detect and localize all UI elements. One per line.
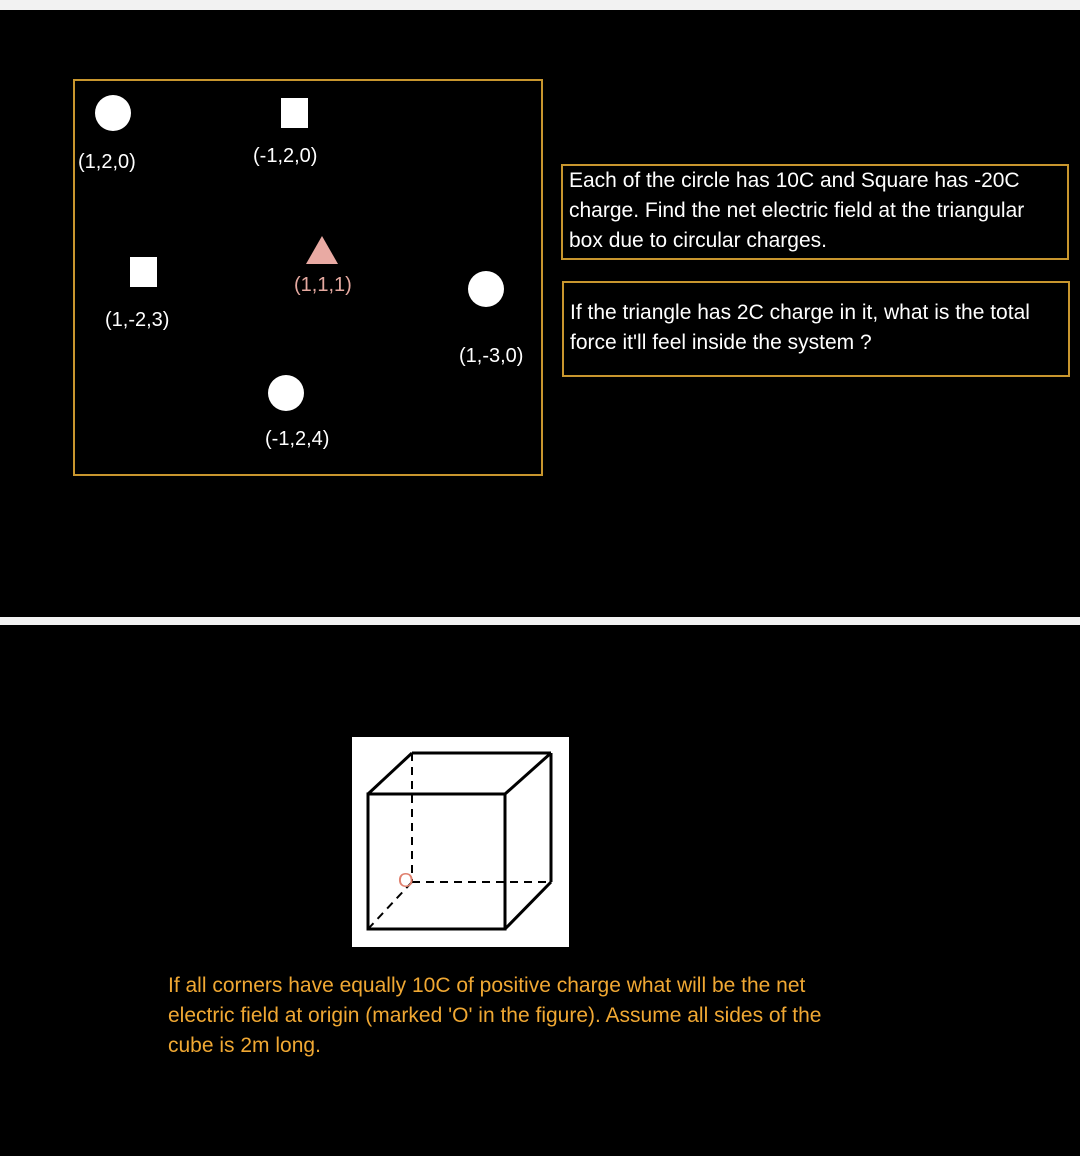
cube-drawing xyxy=(352,737,569,947)
cube-edge-top-left xyxy=(368,753,412,794)
square-charge-1 xyxy=(281,98,308,128)
question-3-text: If all corners have equally 10C of positive charge what will be the net electric field at origin (marked 'O' in the figure). Assume all sides of the cube is 2m long. xyxy=(168,974,822,1057)
cube-edge-bottom-right xyxy=(505,882,551,929)
triangle-charge xyxy=(305,235,339,265)
question-2-box xyxy=(562,281,1070,377)
cube-edge-top-right xyxy=(505,753,551,794)
circle-charge-3 xyxy=(268,375,304,411)
question-1-text: Each of the circle has 10C and Square has -20C charge. Find the net electric field at the triangular box due to circular charges. xyxy=(569,169,1025,252)
question-2-text: If the triangle has 2C charge in it, what is the total force it'll feel inside the system ? xyxy=(570,301,1030,354)
triangle-charge-label: (1,1,1) xyxy=(294,274,352,296)
question-1-box xyxy=(561,164,1069,260)
section-divider xyxy=(0,617,1080,625)
square-charge-2 xyxy=(130,257,157,287)
circle-charge-3-label: (-1,2,4) xyxy=(265,428,330,450)
square-charge-1-label: (-1,2,0) xyxy=(253,145,318,167)
cube-figure xyxy=(352,737,569,947)
cube-front-face xyxy=(368,794,505,929)
charge-diagram-box xyxy=(73,79,543,476)
circle-charge-2-label: (1,-3,0) xyxy=(459,345,524,367)
square-charge-2-label: (1,-2,3) xyxy=(105,309,170,331)
top-strip xyxy=(0,0,1080,10)
circle-charge-2 xyxy=(468,271,504,307)
circle-charge-1-label: (1,2,0) xyxy=(78,151,136,173)
circle-charge-1 xyxy=(95,95,131,131)
origin-label: O xyxy=(398,870,414,892)
